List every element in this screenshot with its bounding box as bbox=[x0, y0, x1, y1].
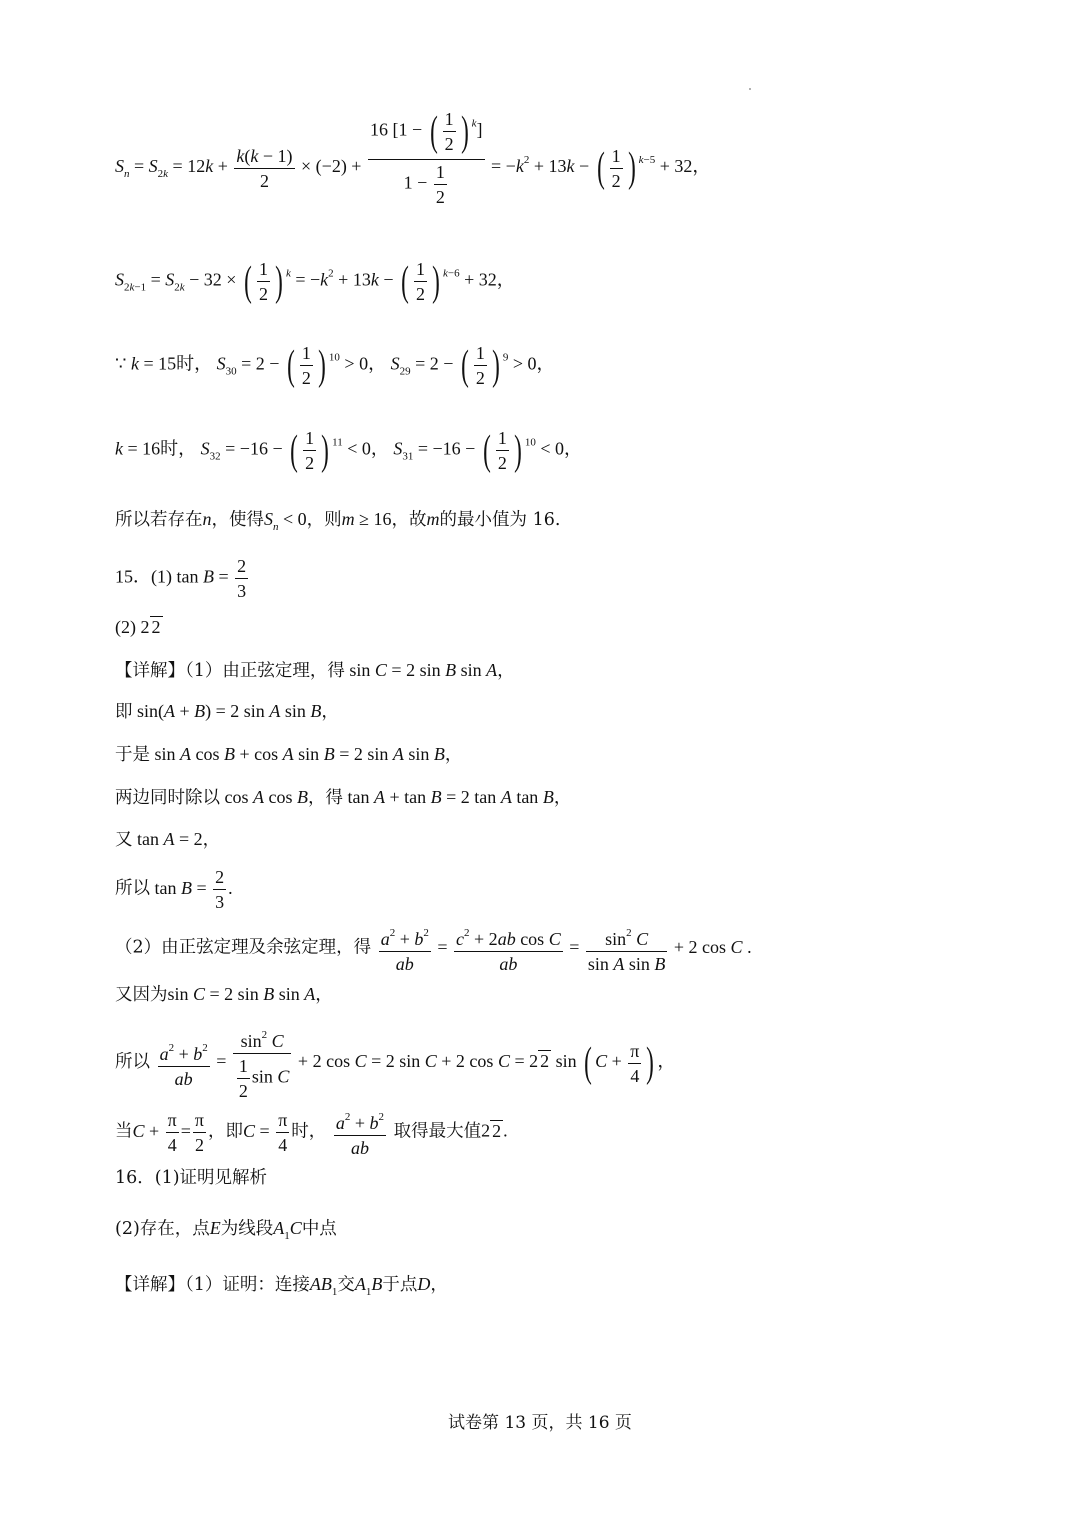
since-symbol: ∵ bbox=[115, 353, 127, 374]
q15-answer-1: 15．(1) tan B = $\frac{2}{3}$ bbox=[115, 556, 247, 601]
time-label: 时， bbox=[160, 438, 197, 459]
s2k-minus-1-formula: $S_{2k-1} = S_{2k} - 32$ × ( $\frac{1}{2}$ ) $^k = -k^2 + 13k$ − ( $\frac{1}{2}$ ) $^{k-6}$ + 32， bbox=[115, 258, 515, 305]
detail-line-1: 【详解】（1）由正弦定理，得 sin C = 2 sin B sin A， bbox=[115, 660, 515, 681]
page-footer: 试卷第 13 页，共 16 页 bbox=[448, 1413, 632, 1433]
detail-line-8: 又因为sin C = 2 sin B sin A， bbox=[115, 984, 333, 1005]
detail-line-2: 即 sin(A + B) = 2 sin A sin B， bbox=[115, 701, 339, 722]
detail-line-3: 于是 sin A cos B + cos A sin B = 2 sin A sin B， bbox=[115, 744, 463, 765]
q14-conclusion: 所以若存在n，使得$S_n < 0$，则m ≥ 16，故m的最小值为 16. bbox=[115, 509, 561, 533]
q16-answer-1: 16．(1)证明见解析 bbox=[115, 1168, 268, 1188]
q15-answer-2: (2) 2 2 bbox=[115, 617, 161, 637]
detail-line-7: （2）由正弦定理及余弦定理，得 $\frac{a^2 + b^2}{ab}$ = $\frac{c^2 + 2ab \cos C}{ab}$ = $\frac{\sin^2 C}{\text{sin A sin B}}$ + 2 cos C . bbox=[115, 922, 752, 975]
detail-line-11: 【详解】（1）证明：连接$AB_1$交$A_1B$于点D， bbox=[115, 1274, 448, 1298]
detail-line-10: 当C + $\frac{\pi}{4}$ = $\frac{\pi}{2}$ ，即C = $\frac{\pi}{4}$ 时， $\frac{a^2 + b^2}{ab}$ 取得最大值2 2 . bbox=[115, 1106, 508, 1159]
detail-line-4: 两边同时除以 cos A cos B，得 tan A + tan B = 2 tan A tan B， bbox=[115, 787, 572, 808]
k16-case: k = 16时， $S_{32} = -16$ − ( $\frac{1}{2}$ ) $^{11}$ < 0， $S_{31} = -16$ − ( $\frac{1}{2}$ ) $^{10}$ < 0， bbox=[115, 427, 582, 474]
sn-formula: $S_n = S_{2k} = 12k$ + $\frac{k(k - 1)}{2}$ × (−2) + 16 [1 − ( $\frac{1}{2}$ ) $^k$] 1 − $\frac{1}{2}$ = $-k^2 + 13k$ − ( $\frac{1}{2}$ ) $^{k-5}$ + 32， bbox=[115, 108, 711, 207]
k15-case: ∵ k = 15时， $S_{30} = 2$ − ( $\frac{1}{2}$ ) $^{10}$ > 0， $S_{29} = 2$ − ( $\frac{1}{2}$ ) $^9$ > 0， bbox=[115, 342, 555, 389]
detail-line-5: 又 tan A = 2， bbox=[115, 829, 221, 850]
time-label: 时， bbox=[176, 353, 213, 374]
scan-mark bbox=[749, 88, 751, 90]
detail-line-6: 所以 tan B = $\frac{2}{3}$ . bbox=[115, 867, 233, 912]
q16-answer-2: (2)存在，点E为线段$A_1C$中点 bbox=[115, 1218, 337, 1242]
detail-line-9: 所以 $\frac{a^2 + b^2}{ab}$ = $\sin^2 C$ $\frac{1}{2}$ sin C + 2 cos C = 2 sin C + 2 cos C = 2 2 sin ( C + $\frac{\pi}{4}$ ) ， bbox=[115, 1024, 675, 1102]
